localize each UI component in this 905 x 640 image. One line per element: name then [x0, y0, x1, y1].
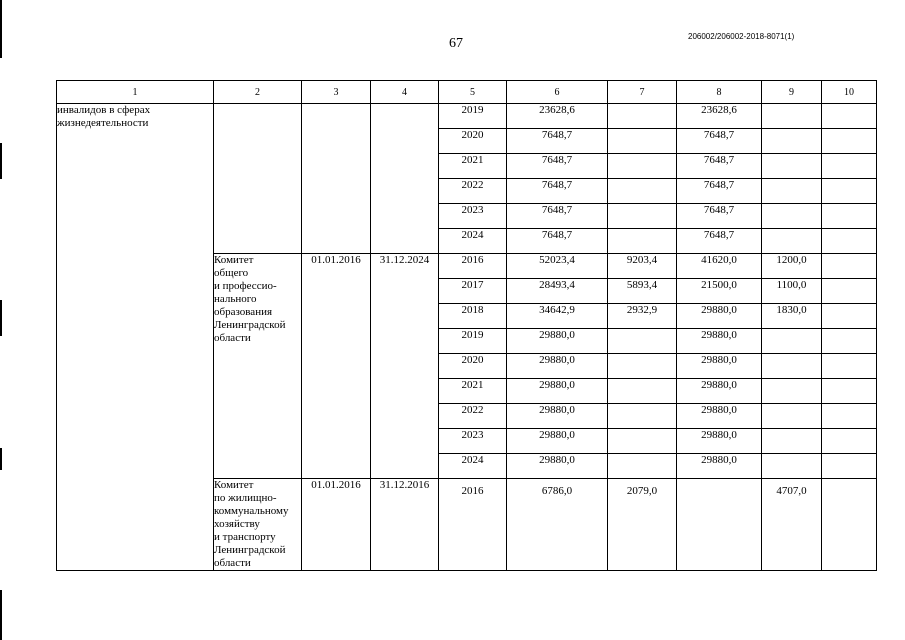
scan-edge-mark	[0, 143, 2, 179]
federal-budget-cell	[608, 354, 677, 379]
local-budget-cell	[762, 129, 822, 154]
end-date-cell: 31.12.2024	[371, 254, 439, 479]
other-sources-cell	[822, 179, 877, 204]
local-budget-cell	[762, 329, 822, 354]
federal-budget-cell	[608, 329, 677, 354]
federal-budget-cell	[608, 379, 677, 404]
regional-budget-cell: 7648,7	[677, 129, 762, 154]
year-cell: 2022	[439, 179, 507, 204]
start-date-cell	[302, 104, 371, 254]
executor-cell: Комитет общего и профессио- нального образования Ленинградской области	[214, 254, 302, 479]
federal-budget-cell	[608, 154, 677, 179]
total-cell: 7648,7	[507, 204, 608, 229]
column-header-6: 6	[507, 81, 608, 104]
year-cell: 2020	[439, 129, 507, 154]
other-sources-cell	[822, 154, 877, 179]
regional-budget-cell	[677, 479, 762, 571]
local-budget-cell	[762, 404, 822, 429]
local-budget-cell	[762, 429, 822, 454]
federal-budget-cell	[608, 129, 677, 154]
regional-budget-cell: 29880,0	[677, 304, 762, 329]
other-sources-cell	[822, 454, 877, 479]
document-id: 206002/206002-2018-8071(1)	[688, 32, 795, 41]
federal-budget-cell	[608, 429, 677, 454]
other-sources-cell	[822, 129, 877, 154]
year-cell: 2019	[439, 329, 507, 354]
federal-budget-cell	[608, 104, 677, 129]
other-sources-cell	[822, 204, 877, 229]
federal-budget-cell	[608, 179, 677, 204]
scan-edge-mark	[0, 300, 2, 336]
local-budget-cell	[762, 229, 822, 254]
total-cell: 7648,7	[507, 154, 608, 179]
federal-budget-cell: 2932,9	[608, 304, 677, 329]
year-cell: 2021	[439, 379, 507, 404]
page-number: 67	[449, 36, 463, 51]
start-date-cell: 01.01.2016	[302, 479, 371, 571]
scan-edge-mark	[0, 0, 2, 58]
year-cell: 2024	[439, 229, 507, 254]
total-cell: 23628,6	[507, 104, 608, 129]
executor-cell	[214, 104, 302, 254]
column-header-9: 9	[762, 81, 822, 104]
regional-budget-cell: 23628,6	[677, 104, 762, 129]
program-description-cell: инвалидов в сферах жизнедеятельности	[57, 104, 214, 571]
federal-budget-cell	[608, 404, 677, 429]
local-budget-cell	[762, 154, 822, 179]
other-sources-cell	[822, 229, 877, 254]
column-header-8: 8	[677, 81, 762, 104]
executor-cell: Комитет по жилищно- коммунальному хозяйству и транспорту Ленинградской области	[214, 479, 302, 571]
other-sources-cell	[822, 404, 877, 429]
total-cell: 34642,9	[507, 304, 608, 329]
regional-budget-cell: 41620,0	[677, 254, 762, 279]
scan-edge-mark	[0, 590, 2, 640]
total-cell: 29880,0	[507, 329, 608, 354]
local-budget-cell: 1830,0	[762, 304, 822, 329]
total-cell: 29880,0	[507, 379, 608, 404]
regional-budget-cell: 29880,0	[677, 379, 762, 404]
total-cell: 7648,7	[507, 229, 608, 254]
budget-table	[56, 80, 877, 571]
other-sources-cell	[822, 254, 877, 279]
year-cell: 2019	[439, 104, 507, 129]
federal-budget-cell	[608, 229, 677, 254]
regional-budget-cell: 29880,0	[677, 404, 762, 429]
regional-budget-cell: 29880,0	[677, 454, 762, 479]
year-cell: 2021	[439, 154, 507, 179]
regional-budget-cell: 21500,0	[677, 279, 762, 304]
total-cell: 7648,7	[507, 129, 608, 154]
other-sources-cell	[822, 479, 877, 571]
regional-budget-cell: 7648,7	[677, 179, 762, 204]
federal-budget-cell: 2079,0	[608, 479, 677, 571]
year-cell: 2017	[439, 279, 507, 304]
year-cell: 2016	[439, 254, 507, 279]
regional-budget-cell: 7648,7	[677, 229, 762, 254]
total-cell: 52023,4	[507, 254, 608, 279]
other-sources-cell	[822, 304, 877, 329]
other-sources-cell	[822, 279, 877, 304]
total-cell: 29880,0	[507, 454, 608, 479]
local-budget-cell	[762, 104, 822, 129]
year-cell: 2023	[439, 429, 507, 454]
federal-budget-cell	[608, 204, 677, 229]
column-header-10: 10	[822, 81, 877, 104]
other-sources-cell	[822, 429, 877, 454]
total-cell: 7648,7	[507, 179, 608, 204]
regional-budget-cell: 7648,7	[677, 204, 762, 229]
column-header-5: 5	[439, 81, 507, 104]
year-cell: 2023	[439, 204, 507, 229]
year-cell: 2018	[439, 304, 507, 329]
year-cell: 2016	[439, 479, 507, 571]
federal-budget-cell	[608, 454, 677, 479]
total-cell: 29880,0	[507, 429, 608, 454]
local-budget-cell: 1100,0	[762, 279, 822, 304]
local-budget-cell	[762, 204, 822, 229]
other-sources-cell	[822, 379, 877, 404]
other-sources-cell	[822, 329, 877, 354]
local-budget-cell	[762, 354, 822, 379]
local-budget-cell: 1200,0	[762, 254, 822, 279]
local-budget-cell: 4707,0	[762, 479, 822, 571]
year-cell: 2020	[439, 354, 507, 379]
total-cell: 6786,0	[507, 479, 608, 571]
start-date-cell: 01.01.2016	[302, 254, 371, 479]
regional-budget-cell: 29880,0	[677, 429, 762, 454]
total-cell: 29880,0	[507, 354, 608, 379]
table-row	[57, 104, 877, 129]
end-date-cell: 31.12.2016	[371, 479, 439, 571]
total-cell: 28493,4	[507, 279, 608, 304]
regional-budget-cell: 7648,7	[677, 154, 762, 179]
year-cell: 2022	[439, 404, 507, 429]
end-date-cell	[371, 104, 439, 254]
total-cell: 29880,0	[507, 404, 608, 429]
local-budget-cell	[762, 454, 822, 479]
local-budget-cell	[762, 379, 822, 404]
regional-budget-cell: 29880,0	[677, 354, 762, 379]
regional-budget-cell: 29880,0	[677, 329, 762, 354]
other-sources-cell	[822, 104, 877, 129]
federal-budget-cell: 5893,4	[608, 279, 677, 304]
column-header-2: 2	[214, 81, 302, 104]
local-budget-cell	[762, 179, 822, 204]
scan-edge-mark	[0, 448, 2, 470]
column-header-4: 4	[371, 81, 439, 104]
header-row	[57, 81, 877, 104]
year-cell: 2024	[439, 454, 507, 479]
column-header-1: 1	[57, 81, 214, 104]
column-header-7: 7	[608, 81, 677, 104]
federal-budget-cell: 9203,4	[608, 254, 677, 279]
other-sources-cell	[822, 354, 877, 379]
column-header-3: 3	[302, 81, 371, 104]
